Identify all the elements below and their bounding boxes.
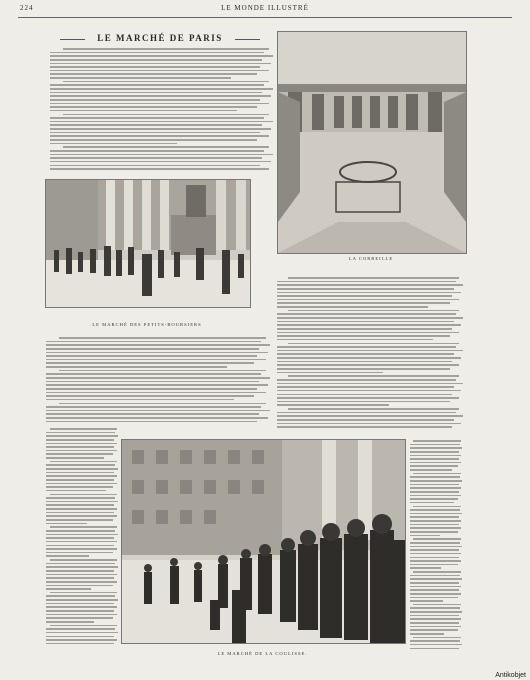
text-line [46,639,117,641]
text-line [410,564,458,566]
text-line [277,357,461,359]
text-line [46,348,259,350]
right-column-narrow [410,440,462,662]
text-line [410,513,462,515]
text-line [46,599,118,601]
text-line [46,439,114,441]
text-line [410,480,462,482]
text-line [277,313,456,315]
text-line [410,476,460,478]
text-line [410,447,462,449]
text-line [50,66,260,68]
text-line [410,589,459,591]
text-line [50,461,116,463]
text-line [46,534,118,536]
text-line [410,495,461,497]
text-line [410,557,459,559]
text-line [410,626,461,628]
text-line [410,451,459,453]
text-line [277,306,428,308]
text-line [46,392,266,394]
text-line [50,150,264,152]
text-line [50,161,271,163]
text-line [410,527,461,529]
text-line [410,458,459,460]
text-line [50,110,237,112]
text-line [50,52,264,54]
text-line [46,530,115,532]
text-line [59,403,265,405]
text-line [46,344,270,346]
text-line [277,292,461,294]
text-line [410,542,460,544]
text-line [50,84,264,86]
text-line [46,446,114,448]
text-line [46,359,266,361]
text-line [46,519,113,521]
text-line [46,377,270,379]
text-line [46,621,94,623]
text-line [410,498,458,500]
text-line [46,610,114,612]
text-line [50,95,271,97]
text-line [50,55,273,57]
text-line [410,549,459,551]
text-line [277,339,433,341]
text-line [46,643,114,645]
text-line [50,625,116,627]
text-line [288,310,459,312]
text-line [410,567,441,569]
text-line [50,88,273,90]
text-line [46,617,113,619]
text-line [46,410,270,412]
text-line [46,406,261,408]
text-line [410,465,458,467]
text-line [277,412,456,414]
text-line [288,277,459,279]
text-line [50,59,262,61]
text-line [50,128,271,130]
text-line [50,117,264,119]
text-line [46,515,117,517]
text-line [46,399,234,401]
text-line [277,317,463,319]
text-line [46,472,114,474]
text-line [410,607,460,609]
text-line [46,545,114,547]
text-line [46,475,117,477]
watermark: Antikobjet [495,672,526,679]
text-line [277,321,454,323]
text-line [46,574,117,576]
text-line [410,615,459,617]
text-line [410,516,459,518]
text-line [277,390,461,392]
text-line [410,644,462,646]
text-line [277,379,456,381]
text-line [46,468,118,470]
text-line [410,484,459,486]
page-number: 224 [20,4,34,12]
text-line [46,577,114,579]
text-line [410,546,462,548]
text-line [277,346,456,348]
text-line [50,559,116,561]
text-line [46,570,114,572]
caption-coulisse: LE MARCHÉ DE LA COULISSE. [217,651,308,656]
text-line [277,372,383,374]
text-line [410,524,459,526]
text-line [410,502,454,504]
text-line [410,582,459,584]
caption-corbeille: LA CORBEILLE [348,256,394,261]
text-line [413,473,461,475]
text-line [50,143,177,145]
text-line [46,563,115,565]
photo-coulisse [121,439,406,644]
header-rule [18,17,512,18]
text-line [46,588,91,590]
text-line [46,541,117,543]
text-line [46,581,117,583]
text-line [46,479,114,481]
text-line [277,397,459,399]
text-line [46,636,114,638]
title-rule-left [60,39,85,40]
text-line [46,606,117,608]
text-line [410,469,452,471]
text-line [277,295,452,297]
text-line [50,99,260,101]
text-line [410,629,458,631]
text-line [46,585,113,587]
text-line [46,555,89,557]
text-line [46,504,114,506]
text-line [50,165,260,167]
text-line [410,531,458,533]
text-line [63,81,268,83]
text-line [410,622,459,624]
text-line [46,486,113,488]
text-line [46,512,114,514]
text-line [277,324,461,326]
text-line [410,593,461,595]
text-line [50,73,257,75]
text-line [288,375,459,377]
text-line [413,440,461,442]
text-line [410,600,443,602]
text-line [50,77,231,79]
text-line [63,146,268,148]
text-line [410,648,459,650]
left-column-narrow [46,428,118,660]
text-line [410,575,460,577]
text-line [46,341,261,343]
text-line [413,637,461,639]
text-line [46,632,118,634]
text-line [288,408,459,410]
text-line [46,628,115,630]
text-line [46,483,117,485]
text-line [46,548,117,550]
text-line [50,103,269,105]
text-line [410,618,461,620]
text-line [277,335,450,337]
text-line [410,487,461,489]
text-line [59,337,265,339]
text-line [46,432,115,434]
text-line [46,362,254,364]
text-line [413,571,461,573]
text-line [277,419,454,421]
text-line [46,435,118,437]
text-line [410,560,461,562]
text-line [277,299,459,301]
text-line [46,384,268,386]
text-line [50,135,269,137]
text-line [277,302,450,304]
text-line [410,640,460,642]
text-line [63,114,268,116]
text-line [50,592,116,594]
text-line [46,443,117,445]
text-line [59,370,265,372]
text-line [277,386,454,388]
text-line [413,538,461,540]
text-line [288,343,459,345]
text-line [46,450,117,452]
text-line [50,526,116,528]
text-line [46,497,115,499]
text-line [46,595,115,597]
text-line [410,444,460,446]
text-line [410,597,458,599]
photo-petits-boursiers [45,179,251,308]
text-line [46,523,87,525]
page-header [20,4,510,16]
text-line [410,611,462,613]
article-title [60,33,260,43]
text-line [277,404,389,406]
text-line [410,586,461,588]
text-line [277,426,452,428]
text-line [410,455,461,457]
text-line [410,578,462,580]
journal-title: LE MONDE ILLUSTRÉ [221,4,309,12]
text-line [46,381,259,383]
text-line [50,428,116,430]
text-line [46,373,261,375]
text-line [46,537,114,539]
text-line [413,506,461,508]
text-line [46,603,114,605]
text-line [277,361,452,363]
text-line [410,509,460,511]
text-line [46,417,268,419]
text-line [50,157,262,159]
text-line [46,421,257,423]
text-line [277,423,461,425]
article-title-text: LE MARCHÉ DE PARIS [97,33,223,43]
title-rule-right [235,39,260,40]
text-line [410,553,461,555]
text-line [410,520,461,522]
text-line [46,464,115,466]
text-line [50,494,116,496]
intro-text-block [50,48,273,172]
text-line [410,535,440,537]
text-line [46,395,254,397]
text-line [50,63,271,65]
text-line [277,328,452,330]
text-line [277,364,459,366]
text-line [46,566,118,568]
text-line [63,48,268,50]
text-line [277,288,454,290]
text-line [50,168,269,170]
text-line [277,368,450,370]
text-line [46,413,259,415]
caption-petits-boursiers: LE MARCHÉ DES PETITS-BOURSIERS [92,322,202,327]
text-line [46,614,117,616]
text-line [277,383,463,385]
text-line [50,139,257,141]
text-line [46,366,227,368]
text-line [46,552,113,554]
text-line [46,490,106,492]
text-line [277,284,463,286]
text-line [413,604,461,606]
text-line [277,350,463,352]
text-line [46,453,113,455]
photo-corbeille [277,31,467,254]
text-line [410,633,444,635]
text-line [410,491,459,493]
text-line [277,332,459,334]
right-text-block-middle [277,277,463,437]
text-line [46,352,268,354]
text-line [50,70,269,72]
text-line [277,353,454,355]
text-line [46,388,257,390]
text-line [46,508,117,510]
text-line [50,106,257,108]
text-line [46,457,104,459]
text-line [50,154,273,156]
text-line [277,415,463,417]
text-line [46,501,118,503]
text-line [277,401,450,403]
text-line [277,394,452,396]
text-line [50,124,262,126]
left-text-block-upper [46,337,270,427]
text-line [50,132,260,134]
text-line [410,462,461,464]
text-line [50,121,273,123]
text-line [50,92,262,94]
text-line [277,281,456,283]
text-line [46,355,257,357]
